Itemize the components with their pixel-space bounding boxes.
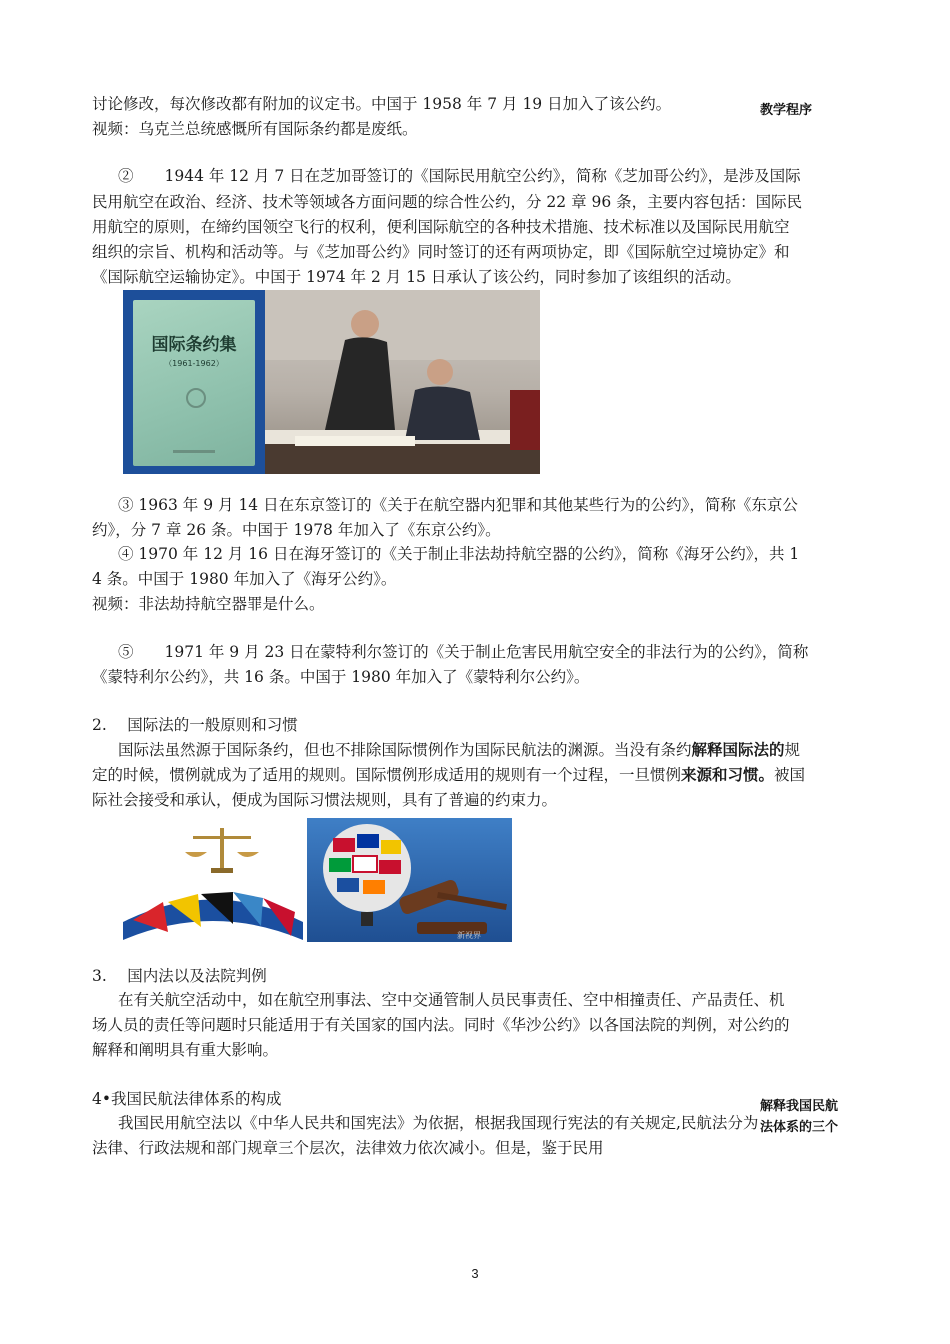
treaty-book-photo — [123, 290, 265, 474]
text-line: 法律、行政法规和部门规章三个层次，法律效力依次减小。但是，鉴于民用 — [92, 1139, 604, 1157]
text-line: ② 1944 年 12 月 7 日在芝加哥签订的《国际民用航空公约》，简称《芝加哥公约》，是涉及国际 — [118, 167, 801, 185]
video-note: 视频：乌克兰总统感慨所有国际条约都是废纸。 — [92, 120, 418, 138]
text-line: 用航空的原则，在缔约国领空飞行的权利，便利国际航空的各种技术措施、技术标准以及国际民用航空 — [92, 218, 790, 236]
text-line: 民用航空在政治、经济、技术等领域各方面问题的综合性公约，分 22 章 96 条，主要内容包括：国际民 — [92, 193, 803, 211]
text-line — [92, 763, 805, 787]
text-line: 《国际航空运输协定》。中国于 1974 年 2 月 15 日承认了该公约，同时参加了该组织的活动。 — [92, 268, 741, 286]
margin-note-teaching: 教学程序 — [760, 103, 813, 118]
book-title: 国际条约集 — [151, 335, 237, 355]
text-line: 场人员的责任等问题时只能适用于有关国家的国内法。同时《华沙公约》以各国法院的判例，对公约的 — [92, 1016, 790, 1034]
text-line: 4 条。中国于 1980 年加入了《海牙公约》。 — [92, 570, 397, 588]
video-note: 视频：非法劫持航空器罪是什么。 — [92, 595, 325, 613]
margin-note-inline: 来源和习惯。 — [681, 766, 775, 784]
margin-note-inline: 解释国际法的 — [691, 741, 785, 759]
text-line: ⑤ 1971 年 9 月 23 日在蒙特利尔签订的《关于制止危害民用航空安全的非法行为的公约》，简称 — [118, 643, 809, 661]
book-years: （1961-1962） — [164, 359, 224, 368]
watermark: 新视界 — [457, 931, 481, 940]
emblem-icon — [186, 388, 206, 408]
globe-gavel-illustration — [307, 818, 512, 942]
scales-flags-photo — [123, 822, 303, 942]
text-line: ③ 1963 年 9 月 14 日在东京签订的《关于在航空器内犯罪和其他某些行为的公约》，简称《东京公 — [118, 496, 798, 514]
text-line — [118, 738, 800, 762]
signing-scene-illustration — [265, 290, 540, 474]
text-segment: 规 — [784, 741, 801, 759]
text-line: 讨论修改，每次修改都有附加的议定书。中国于 1958 年 7 月 19 日加入了该公约。 — [92, 95, 672, 113]
page-number: 3 — [471, 1266, 479, 1281]
publisher-mark — [173, 450, 215, 453]
margin-note-section4-line2: 法体系的三个 — [760, 1120, 839, 1135]
section-heading: 4•我国民航法律体系的构成 — [92, 1090, 282, 1108]
text-segment: 国际法虽然源于国际条约，但也不排除国际惯例作为国际民航法的渊源。当没有条约 — [118, 741, 692, 759]
text-line: ④ 1970 年 12 月 16 日在海牙签订的《关于制止非法劫持航空器的公约》，简称《海牙公约》，共 1 — [118, 545, 800, 563]
globe-gavel-photo — [307, 818, 512, 942]
text-line: 解释和阐明具有重大影响。 — [92, 1041, 279, 1059]
section-heading: 2. 国际法的一般原则和习惯 — [92, 716, 298, 734]
text-line: 约》，分 7 章 26 条。中国于 1978 年加入了《东京公约》。 — [92, 521, 501, 539]
margin-note-section4-line1: 解释我国民航 — [760, 1099, 839, 1114]
text-line: 组织的宗旨、机构和活动等。与《芝加哥公约》同时签订的还有两项协定，即《国际航空过境协定》和 — [92, 243, 790, 261]
text-line: 我国民用航空法以《中华人民共和国宪法》为依据，根据我国现行宪法的有关规定,民航法分为 — [118, 1114, 759, 1132]
text-segment: 被国 — [774, 766, 806, 784]
signing-ceremony-photo — [265, 290, 540, 474]
text-line: 际社会接受和承认，便成为国际习惯法规则，具有了普遍的约束力。 — [92, 791, 558, 809]
scales-illustration — [123, 822, 303, 942]
text-segment: 定的时候，惯例就成为了适用的规则。国际惯例形成适用的规则有一个过程，一旦惯例 — [92, 766, 682, 784]
section-heading: 3. 国内法以及法院判例 — [92, 967, 267, 985]
text-line: 《蒙特利尔公约》，共 16 条。中国于 1980 年加入了《蒙特利尔公约》。 — [92, 668, 590, 686]
text-line: 在有关航空活动中，如在航空刑事法、空中交通管制人员民事责任、空中相撞责任、产品责任、机 — [118, 991, 785, 1009]
